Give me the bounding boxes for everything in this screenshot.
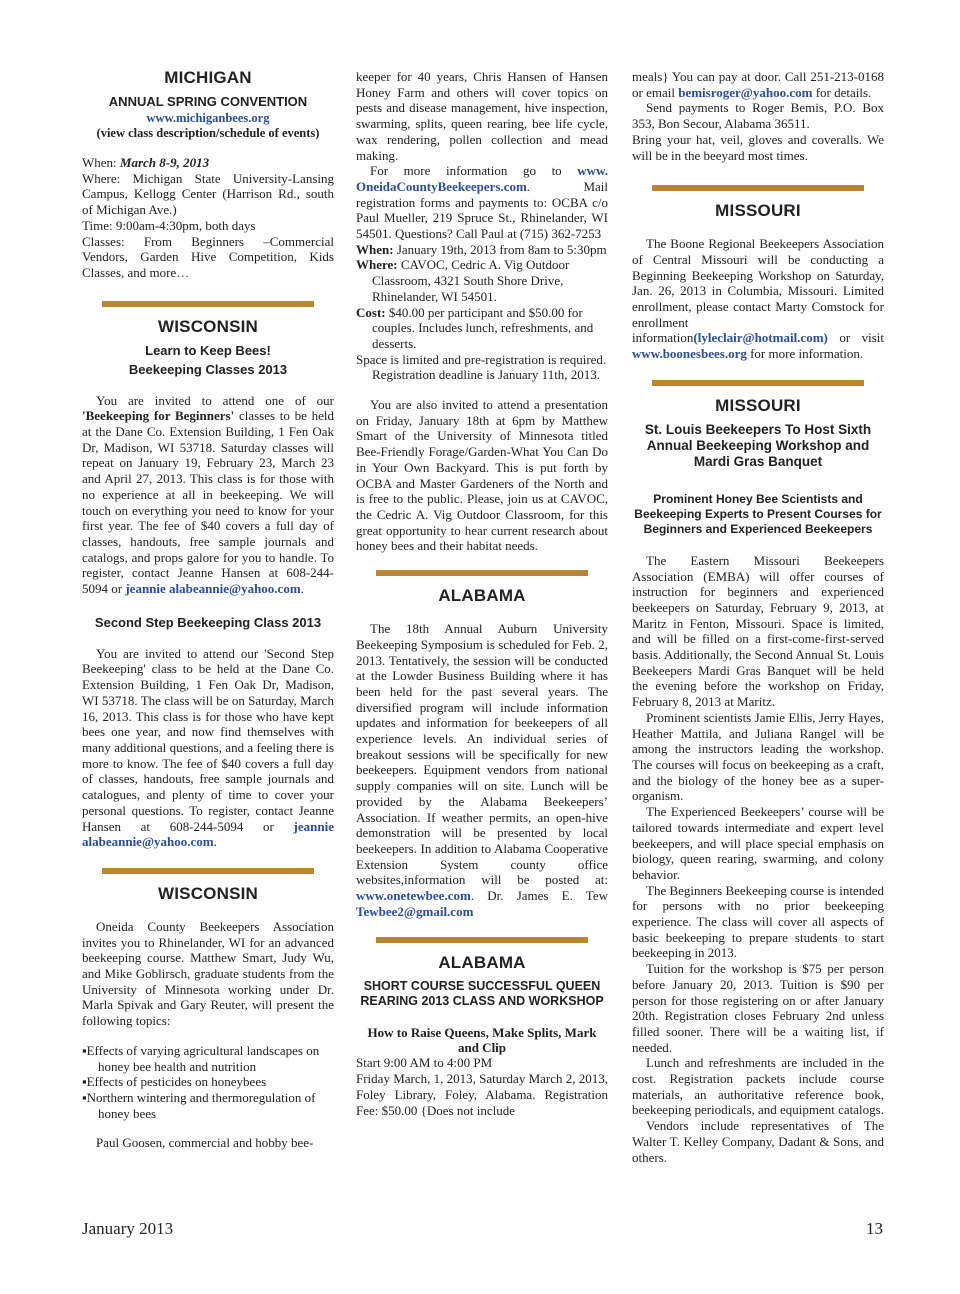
michigan-classes: Classes: From Beginners –Commercial Vendors, Garden Hive Competition, Kids Classes, and more… <box>82 233 334 280</box>
queen-rearing-heading: SHORT COURSE SUCCESSFUL QUEEN REARING 2013 CLASS AND WORKSHOP <box>360 979 604 1009</box>
section-divider <box>102 868 314 874</box>
oneida-intro-paragraph: Oneida County Beekeepers Association invites you to Rhinelander, WI for an advanced beekeeping course. Matthew Smart, Judy Wu, and Mike Goblirsch, graduate students from the University of Minnesota working under Dr. Marla Spivak and Gary Reuter, will present the following topics: <box>82 918 334 1029</box>
bring-gear-paragraph: Bring your hat, veil, gloves and coveralls. We will be in the beeyard most times. <box>632 131 884 163</box>
wisconsin-section-2 <box>82 868 334 1151</box>
queen-rearing-time: Start 9:00 AM to 4:00 PM <box>356 1055 493 1071</box>
section-heading-missouri: MISSOURI <box>715 395 801 415</box>
st-louis-subtitle: Prominent Honey Bee Scientists and Beekeeping Experts to Present Courses for Beginners and Experienced Beekeepers <box>634 491 882 536</box>
section-heading-missouri: MISSOURI <box>715 201 801 221</box>
michigan-website-link[interactable]: www.michiganbees.org <box>146 111 270 125</box>
auburn-symposium-paragraph: The 18th Annual Auburn University Beekeeping Symposium is scheduled for Feb. 2, 2013. Tentatively, the session will be conducted at the Lowder Business Building where it has been held for the past several years. The diversified program will include information updates and information for beekeepers of all experience levels. An individual series of breakout sessions will be specifically for new beekeepers. Equipment vendors from national supply companies will on site. Lunch will be provided by the Alabama Beekeepers’ Association. If weather permits, an open-hive demonstration will be presented by local beekeepers. In addition to Alabama Cooperative Extension System county office websites,information will be posted at: www.onetewbee.com. Dr. James E. Tew Tewbee2@gmail.com <box>356 621 608 919</box>
oneida-continued-paragraph: keeper for 40 years, Chris Hansen of Hansen Honey Farm and others will cover topics on pests and disease management, hive inspection, swarming, splits, queen rearing, bee life cycle, wax rendering, pollen collection and mead making. <box>356 69 608 163</box>
boone-workshop-paragraph: The Boone Regional Beekeepers Association of Central Missouri will be conducting a Beginning Beekeeping Workshop on Saturday, Jan. 26, 2013 in Columbia, Missouri. Limited enrollment, please contact Marty Comstock for enrollment information(lyleclair@hotmail.com) or visit www.boonesbees.org for more information. <box>632 236 884 362</box>
scientists-paragraph: Prominent scientists Jamie Ellis, Jerry Hayes, Heather Mattila, and Juliana Rangel will be among the instructors leading the workshop. The courses will focus on beekeeping as a craft, and the biology of the honey bee as a super-organism. <box>632 709 884 804</box>
event-when: When: January 19th, 2013 from 8am to 5:30pm <box>356 241 607 257</box>
st-louis-title: St. Louis Beekeepers To Host Sixth Annual Beekeeping Workshop and Mardi Gras Banquet <box>644 421 872 469</box>
boonesbees-link[interactable]: www.boonesbees.org <box>632 346 747 362</box>
section-divider <box>376 570 588 576</box>
queen-rearing-subheading: How to Raise Queens, Make Splits, Mark and Clip <box>367 1025 597 1056</box>
tewbee-email-link[interactable]: Tewbee2@gmail.com <box>356 903 474 919</box>
queen-rearing-continued: meals} You can pay at door. Call 251-213-0168 or email bemisroger@yahoo.com for details. <box>632 69 884 100</box>
second-step-paragraph: You are invited to attend our 'Second Step Beekeeping' class to be held at the Dane Co. Extension Building, 1 Fen Oak Dr, Madison, WI 53718. The class will be on Saturday, March 16, 2013. This class is for those who have kept bees one year, and now find themselves with many additional questions, and a feeling there is more to know. The fee of $40 covers a full day of classes, handouts, free sample journals and catalogues, and plenty of time to cover your personal questions. To register, contact Jeanne Hansen at 608-244-5094 or jeannie alabeannie@yahoo.com. <box>82 645 334 850</box>
column-2 <box>356 69 608 1118</box>
section-heading-wisconsin: WISCONSIN <box>157 316 259 336</box>
section-divider <box>376 937 588 943</box>
emba-paragraph: The Eastern Missouri Beekeepers Association (EMBA) will offer courses of instruction for beginners and experienced beekeepers on Saturday, February 9, 2013, at Maritz in Fenton, Missouri. Space is limited, and will be filled on a first-come-first-served basis. Additionally, the Second Annual St. Louis Beekeepers Mardi Gras Banquet will be held the evening before the workshop on Friday, February 8, 2013 at Maritz. <box>632 552 884 710</box>
missouri-section-1 <box>632 185 884 362</box>
payment-paragraph: Send payments to Roger Bemis, P.O. Box 353, Bon Secour, Alabama 36511. <box>632 100 884 132</box>
topic-bullet: ▪Effects of pesticides on honeybees <box>82 1074 267 1090</box>
section-divider <box>102 301 314 307</box>
oneida-info-paragraph: For more information go to www. OneidaCountyBeekeepers.com. Mail registration forms and payments to: OCBA c/o Paul Mueller, 219 Spruce St., Rhinelander, WI 54501. Questions? Call Paul at (715) 362-7253 <box>356 163 608 242</box>
bemis-email-link[interactable]: bemisroger@yahoo.com <box>678 84 813 100</box>
email-link-jeannie[interactable]: jeannie alabeannie@yahoo.com <box>125 581 301 597</box>
vendors-paragraph: Vendors include representatives of The Walter T. Kelley Company, Dadant & Sons, and others. <box>632 1118 884 1165</box>
queen-rearing-details: Friday March, 1, 2013, Saturday March 2, 2013, Foley Library, Foley, Alabama. Registration Fee: $50.00 {Does not include <box>356 1071 609 1118</box>
michigan-subheading: ANNUAL SPRING CONVENTION <box>108 94 308 109</box>
event-where: Where: CAVOC, Cedric A. Vig Outdoor Classroom, 4321 South Shore Drive, Rhinelander, WI 54501. <box>356 257 570 304</box>
section-divider <box>652 380 864 386</box>
wisconsin-section-1 <box>82 301 334 850</box>
lunch-paragraph: Lunch and refreshments are included in the cost. Registration packets include course materials, an authoritative reference book, beekeeping periodicals, and equipment catalogs. <box>632 1055 884 1118</box>
beginners-class-paragraph: You are invited to attend one of our 'Beekeeping for Beginners' classes to be held at the Dane Co. Extension Building, 1 Fen Oak Dr, Madison, WI 53718. Saturday classes will repeat on January 19, February 23, March 23 and April 27, 2013. This class is for those with no experience at all in beekeeping. We will touch on everything you need to know for your first year. The fee of $40 covers a full day of classes, handouts, free sample journals and catalogs, and props galore for you to handle. To register, contact Jeanne Hansen at 608-244-5094 or jeannie alabeannie@yahoo.com. <box>82 392 334 597</box>
section-divider <box>652 185 864 191</box>
michigan-time: Time: 9:00am-4:30pm, both days <box>82 217 256 233</box>
footer-month: January 2013 <box>82 1219 174 1238</box>
alabama-section-1 <box>356 570 608 919</box>
tuition-paragraph: Tuition for the workshop is $75 per person before January 20, 2013. Tuition is $90 per person for those registering on or after January 20th. Registration closes February 2nd unless filled sooner. There will be a waiting list, if needed. <box>632 961 884 1055</box>
alabama-section-2 <box>356 937 608 1118</box>
experienced-course-paragraph: The Experienced Beekeepers’ course will be tailored towards intermediate and expert level beekeepers, and will place special emphasis on biology, queen rearing, swarming, and colony behavior. <box>632 804 884 882</box>
lyleclair-email-link[interactable]: (lyleclair@hotmail.com) <box>693 330 828 346</box>
footer-page-number: 13 <box>866 1219 883 1238</box>
topic-bullet: ▪Northern wintering and thermoregulation of honey bees <box>82 1089 316 1121</box>
michigan-section <box>82 68 334 281</box>
missouri-section-2 <box>632 380 884 1165</box>
wisconsin-title-1: Learn to Keep Bees! <box>145 342 271 358</box>
section-heading-alabama: ALABAMA <box>438 953 526 973</box>
section-heading-alabama: ALABAMA <box>438 586 526 606</box>
michigan-where: Where: Michigan State University-Lansing Campus, Kellogg Center (Harrison Rd., south of Michigan Ave.) <box>82 170 334 218</box>
event-space-note: Space is limited and pre-registration is required. Registration deadline is January 11th, 2013. <box>356 351 607 383</box>
email-link-jeannie[interactable]: jeannie alabeannie@yahoo.com <box>82 818 334 850</box>
presentation-paragraph: You are also invited to attend a presentation on Friday, January 18th at 6pm by Matthew Smart of the University of Minnesota titled Bee-Friendly Forage/Garden-What You Can Do in Your Own Backyard. This is put forth by OCBA and Master Gardeners of the North and is free to the public. Please, join us at CAVOC, the Cedric A. Vig Outdoor Classroom, for this great opportunity to hear current research about honey bees and their habitat needs. <box>356 397 608 554</box>
topic-bullet: ▪Effects of varying agricultural landscapes on honey bee health and nutrition <box>82 1042 320 1074</box>
beginners-course-paragraph: The Beginners Beekeeping course is intended for persons with no prior beekeeping experience. The class will cover all aspects of basic beekeeping to prepare students to start beekeeping in 2013. <box>632 882 884 961</box>
michigan-note: (view class description/schedule of events) <box>96 126 320 140</box>
onetewbee-link[interactable]: www.onetewbee.com <box>356 888 471 904</box>
goosen-paragraph: Paul Goosen, commercial and hobby bee- <box>96 1135 314 1151</box>
oneida-website-link[interactable]: www. OneidaCountyBeekeepers.com <box>356 163 608 194</box>
column-1 <box>82 64 334 1151</box>
event-cost: Cost: $40.00 per participant and $50.00 for couples. Includes lunch, refreshments, and desserts. <box>356 304 594 351</box>
column-3 <box>632 69 884 1165</box>
second-step-heading: Second Step Beekeeping Class 2013 <box>94 614 322 630</box>
michigan-when: When: March 8-9, 2013 <box>82 155 210 170</box>
section-heading-michigan: MICHIGAN <box>164 68 252 87</box>
wisconsin-title-2: Beekeeping Classes 2013 <box>128 361 288 377</box>
section-heading-wisconsin: WISCONSIN <box>157 883 259 903</box>
